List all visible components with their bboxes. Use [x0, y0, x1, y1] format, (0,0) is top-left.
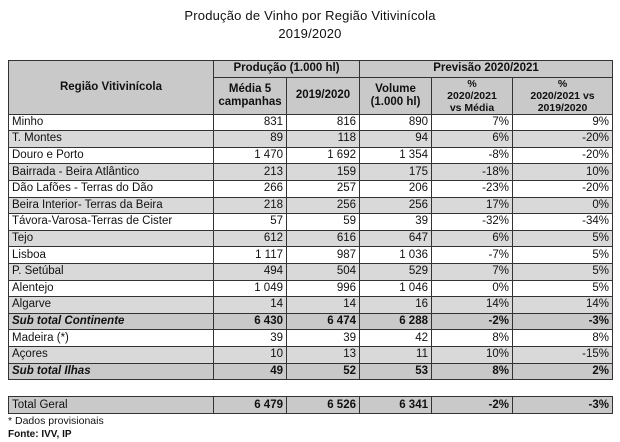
cell-volume: 39: [360, 214, 432, 231]
total-pct-media: -2%: [432, 397, 513, 414]
cell-media5: 494: [214, 263, 287, 280]
cell-pct-media: 6%: [432, 131, 513, 148]
cell-media5: 49: [214, 363, 287, 380]
table-row: [9, 297, 613, 314]
cell-media5: 831: [214, 114, 287, 131]
cell-year: 118: [287, 131, 360, 148]
table-row: [9, 313, 613, 330]
cell-year: 159: [287, 164, 360, 181]
cell-year: 6 474: [287, 313, 360, 330]
cell-pct-year: 8%: [513, 330, 613, 347]
cell-media5: 14: [214, 297, 287, 314]
header-pct-year-line1: %: [557, 77, 568, 90]
cell-pct-media: 14%: [432, 297, 513, 314]
cell-year: 59: [287, 214, 360, 231]
cell-pct-year: -20%: [513, 147, 613, 164]
cell-pct-media: -2%: [432, 313, 513, 330]
cell-volume: 42: [360, 330, 432, 347]
cell-volume: 53: [360, 363, 432, 380]
header-pct-year-line3: 2019/2020: [537, 101, 588, 114]
cell-pct-media: 8%: [432, 363, 513, 380]
cell-pct-year: 14%: [513, 297, 613, 314]
header-media5-line2: campanhas: [218, 95, 282, 108]
cell-region: T. Montes: [9, 131, 214, 148]
cell-media5: 10: [214, 346, 287, 363]
page-title: Produção de Vinho por Região Vitivinícola: [184, 8, 436, 23]
cell-volume: 175: [360, 164, 432, 181]
cell-pct-media: -23%: [432, 180, 513, 197]
cell-pct-year: 10%: [513, 164, 613, 181]
wine-production-table: [8, 60, 613, 380]
cell-media5: 89: [214, 131, 287, 148]
table-row: [9, 214, 613, 231]
table-row: [9, 263, 613, 280]
table-row: [9, 363, 613, 380]
header-pct-media-line2: 2020/2021: [447, 89, 497, 102]
cell-media5: 612: [214, 230, 287, 247]
cell-region: Tejo: [9, 230, 214, 247]
cell-pct-year: -3%: [513, 313, 613, 330]
cell-year: 616: [287, 230, 360, 247]
cell-year: 52: [287, 363, 360, 380]
cell-year: 257: [287, 180, 360, 197]
header-pct-media: [432, 77, 513, 114]
cell-region: Sub total Ilhas: [9, 363, 214, 380]
header-volume-line2: (1.000 hl): [370, 95, 421, 108]
cell-volume: 206: [360, 180, 432, 197]
cell-region: P. Setúbal: [9, 263, 214, 280]
cell-media5: 1 470: [214, 147, 287, 164]
cell-year: 1 692: [287, 147, 360, 164]
header-volume: [360, 77, 432, 114]
cell-pct-year: -20%: [513, 180, 613, 197]
cell-region: Alentejo: [9, 280, 214, 297]
cell-pct-year: -15%: [513, 346, 613, 363]
cell-year: 13: [287, 346, 360, 363]
cell-pct-year: 5%: [513, 263, 613, 280]
source-note: Fonte: IVV, IP: [8, 429, 72, 440]
cell-region: Lisboa: [9, 247, 214, 264]
table-row: [9, 330, 613, 347]
cell-media5: 1 049: [214, 280, 287, 297]
table-row: [9, 197, 613, 214]
table-row: [9, 114, 613, 131]
cell-region: Beira Interior- Terras da Beira: [9, 197, 214, 214]
cell-pct-media: 0%: [432, 280, 513, 297]
table-row: [9, 247, 613, 264]
page-subtitle: 2019/2020: [278, 26, 342, 41]
cell-region: Madeira (*): [9, 330, 214, 347]
cell-media5: 218: [214, 197, 287, 214]
table-row: [9, 147, 613, 164]
cell-region: Távora-Varosa-Terras de Cister: [9, 214, 214, 231]
cell-region: Algarve: [9, 297, 214, 314]
cell-region: Bairrada - Beira Atlântico: [9, 164, 214, 181]
table-row: [9, 230, 613, 247]
header-pct-year-line2: 2020/2021 vs: [530, 89, 595, 102]
total-pct-year: -3%: [513, 397, 613, 414]
cell-pct-media: -32%: [432, 214, 513, 231]
cell-volume: 1 354: [360, 147, 432, 164]
provisional-note: * Dados provisionais: [8, 415, 104, 427]
total-table: [8, 396, 613, 414]
header-media5-line1: Média 5: [228, 82, 272, 95]
cell-media5: 213: [214, 164, 287, 181]
total-row: [9, 397, 613, 414]
cell-volume: 647: [360, 230, 432, 247]
cell-year: 39: [287, 330, 360, 347]
cell-media5: 39: [214, 330, 287, 347]
cell-volume: 1 036: [360, 247, 432, 264]
cell-pct-media: -8%: [432, 147, 513, 164]
cell-pct-year: 2%: [513, 363, 613, 380]
cell-volume: 1 046: [360, 280, 432, 297]
cell-volume: 890: [360, 114, 432, 131]
table-row: [9, 280, 613, 297]
cell-volume: 16: [360, 297, 432, 314]
cell-volume: 256: [360, 197, 432, 214]
cell-year: 14: [287, 297, 360, 314]
cell-pct-media: -18%: [432, 164, 513, 181]
cell-media5: 6 430: [214, 313, 287, 330]
cell-pct-year: 9%: [513, 114, 613, 131]
cell-volume: 529: [360, 263, 432, 280]
header-media5: [214, 77, 287, 114]
header-year: 2019/2020: [287, 77, 360, 114]
cell-media5: 1 117: [214, 247, 287, 264]
cell-pct-year: 0%: [513, 197, 613, 214]
cell-pct-year: -20%: [513, 131, 613, 148]
cell-media5: 57: [214, 214, 287, 231]
cell-year: 816: [287, 114, 360, 131]
total-year: 6 526: [287, 397, 360, 414]
cell-pct-media: 8%: [432, 330, 513, 347]
header-volume-line1: Volume: [375, 82, 416, 95]
header-pct-media-line1: %: [467, 77, 477, 90]
total-label: Total Geral: [9, 397, 214, 414]
table-row: [9, 131, 613, 148]
cell-region: Douro e Porto: [9, 147, 214, 164]
cell-year: 987: [287, 247, 360, 264]
total-media5: 6 479: [214, 397, 287, 414]
cell-pct-media: 17%: [432, 197, 513, 214]
header-region: Região Vitivinícola: [9, 61, 214, 115]
cell-pct-media: -7%: [432, 247, 513, 264]
cell-pct-media: 10%: [432, 346, 513, 363]
cell-volume: 6 288: [360, 313, 432, 330]
cell-pct-media: 7%: [432, 263, 513, 280]
cell-region: Dão Lafões - Terras do Dão: [9, 180, 214, 197]
cell-pct-media: 7%: [432, 114, 513, 131]
cell-pct-year: 5%: [513, 230, 613, 247]
cell-volume: 94: [360, 131, 432, 148]
cell-volume: 11: [360, 346, 432, 363]
cell-media5: 266: [214, 180, 287, 197]
header-pct-media-line3: vs Média: [449, 101, 495, 114]
table-body: [9, 114, 613, 380]
table-row: [9, 164, 613, 181]
cell-year: 996: [287, 280, 360, 297]
header-previsao-group: Previsão 2020/2021: [360, 61, 613, 78]
cell-year: 256: [287, 197, 360, 214]
header-producao-group: Produção (1.000 hl): [214, 61, 360, 78]
cell-pct-year: 5%: [513, 247, 613, 264]
cell-pct-media: 6%: [432, 230, 513, 247]
cell-region: Açores: [9, 346, 214, 363]
table-row: [9, 346, 613, 363]
header-pct-year: [513, 77, 613, 114]
cell-region: Minho: [9, 114, 214, 131]
cell-year: 504: [287, 263, 360, 280]
cell-pct-year: 5%: [513, 280, 613, 297]
cell-region: Sub total Continente: [9, 313, 214, 330]
total-volume: 6 341: [360, 397, 432, 414]
table-row: [9, 180, 613, 197]
cell-pct-year: -34%: [513, 214, 613, 231]
